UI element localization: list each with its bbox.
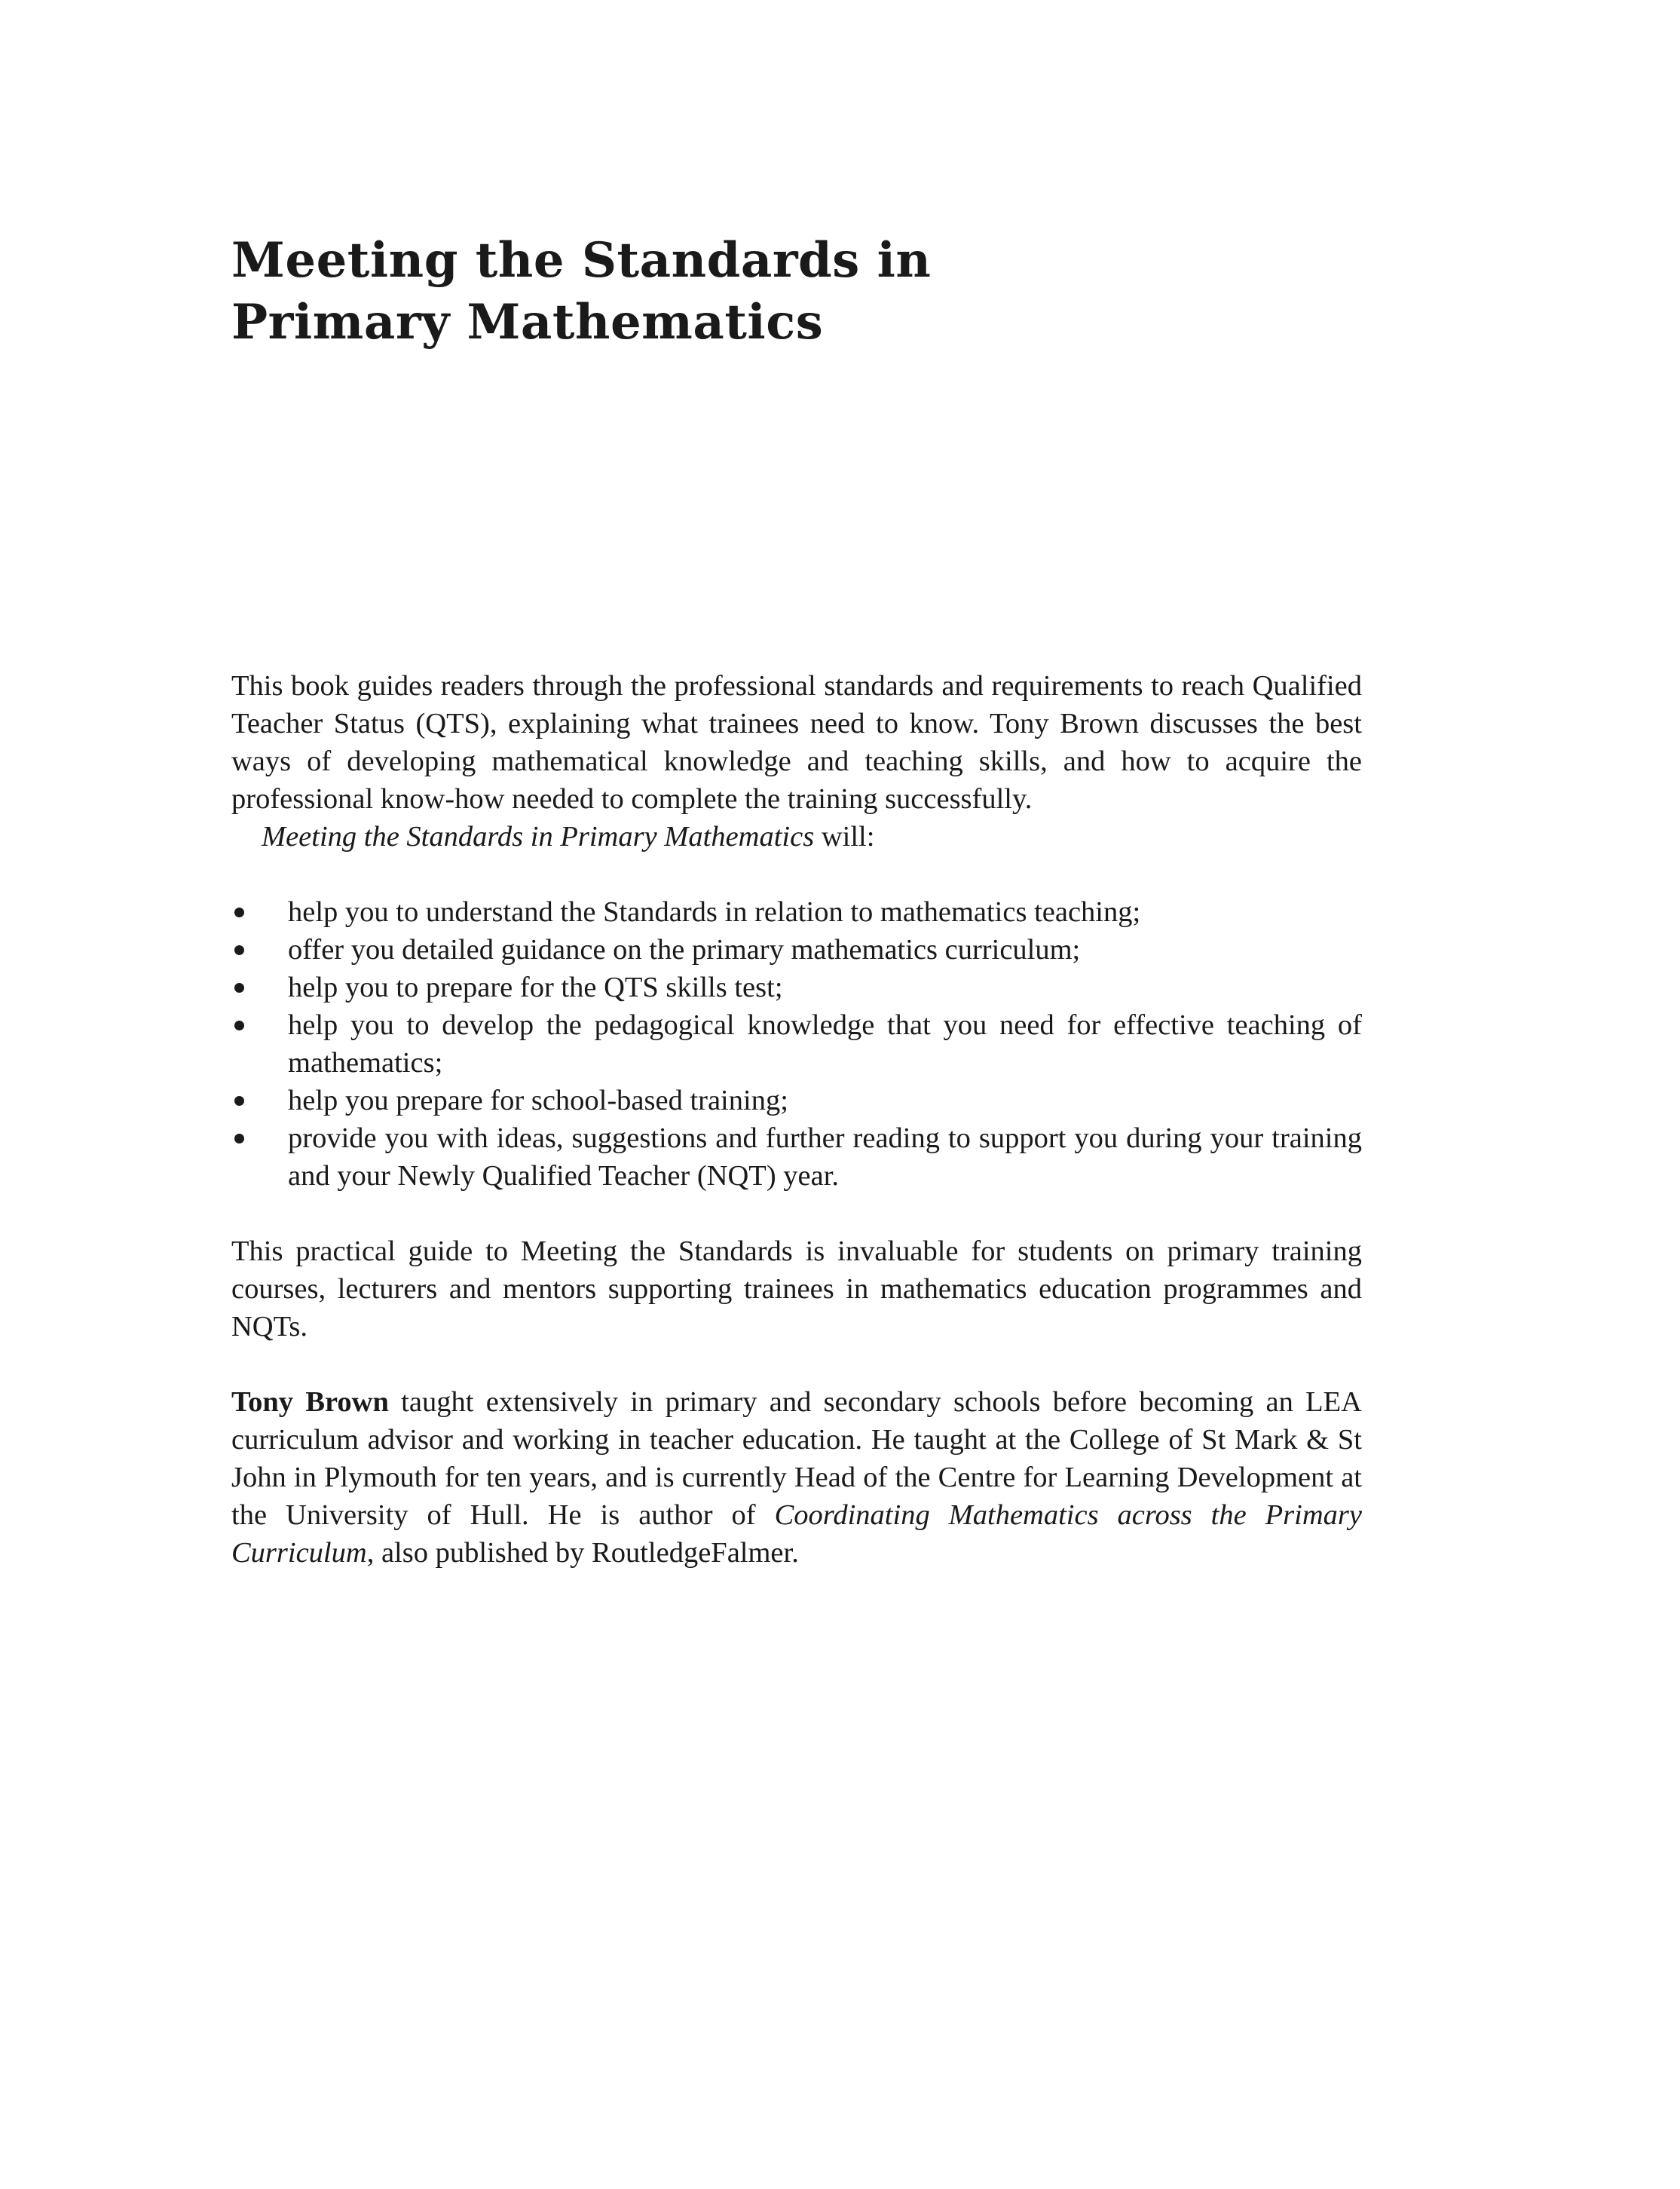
list-item-text: provide you with ideas, suggestions and further reading to support you during your training and your Newly Qualified Teacher (NQT) year. [288,1122,1362,1192]
bullet-icon [234,1096,244,1106]
list-item-text: help you prepare for school-based training; [288,1085,788,1116]
list-item [231,893,1362,931]
list-item [231,1006,1362,1082]
bullet-icon [234,908,244,917]
list-item-text: offer you detailed guidance on the primary mathematics curriculum; [288,934,1081,966]
list-item [231,1082,1362,1119]
practical-guide-paragraph: This practical guide to Meeting the Standards is invaluable for students on primary training courses, lecturers and mentors supporting trainees in mathematics education programmes and NQTs. [231,1235,1362,1342]
benefits-list [231,893,1362,1195]
list-item [231,931,1362,969]
intro-paragraph: This book guides readers through the professional standards and requirements to reach Qualified Teacher Status (QTS), explaining what trainees need to know. Tony Brown discusses the best ways of developing mathematical knowledge and teaching skills, and how to acquire the professional know-how needed to complete the training successfully. [231,670,1362,815]
intro-lead-line [231,818,1362,856]
title-line-2: Primary Mathematics [231,294,824,351]
lead-suffix: will: [814,821,875,853]
author-bio-paragraph [231,1383,1362,1572]
list-item-text: help you to develop the pedagogical knowledge that you need for effective teaching of mathematics; [288,1009,1362,1079]
list-item [231,1119,1362,1195]
author-name: Tony Brown [231,1386,389,1418]
list-item-text: help you to prepare for the QTS skills test; [288,972,783,1003]
title-line-1: Meeting the Standards in [231,232,932,289]
bullet-icon [234,945,244,955]
bullet-icon [234,1021,244,1030]
list-item-text: help you to understand the Standards in relation to mathematics teaching; [288,896,1141,928]
bullet-icon [234,983,244,993]
author-bio-text: taught extensively in primary and secondary schools before becoming an LEA curriculum advisor and working in teacher education. He taught at the College of St Mark & St John in Plymouth for ten years, and is currently Head of the Centre for Learning Development at the University of Hull. He is author of [231,1386,1362,1531]
bullet-icon [234,1134,244,1143]
book-title-italic: Meeting the Standards in Primary Mathematics [262,821,815,853]
page-title [231,230,931,354]
related-book-title: Coordinating Mathematics across the Primary Curriculum [231,1499,1362,1569]
list-item [231,969,1362,1006]
body-text [231,667,1362,1572]
publisher-text: , also published by RoutledgeFalmer. [366,1537,799,1569]
